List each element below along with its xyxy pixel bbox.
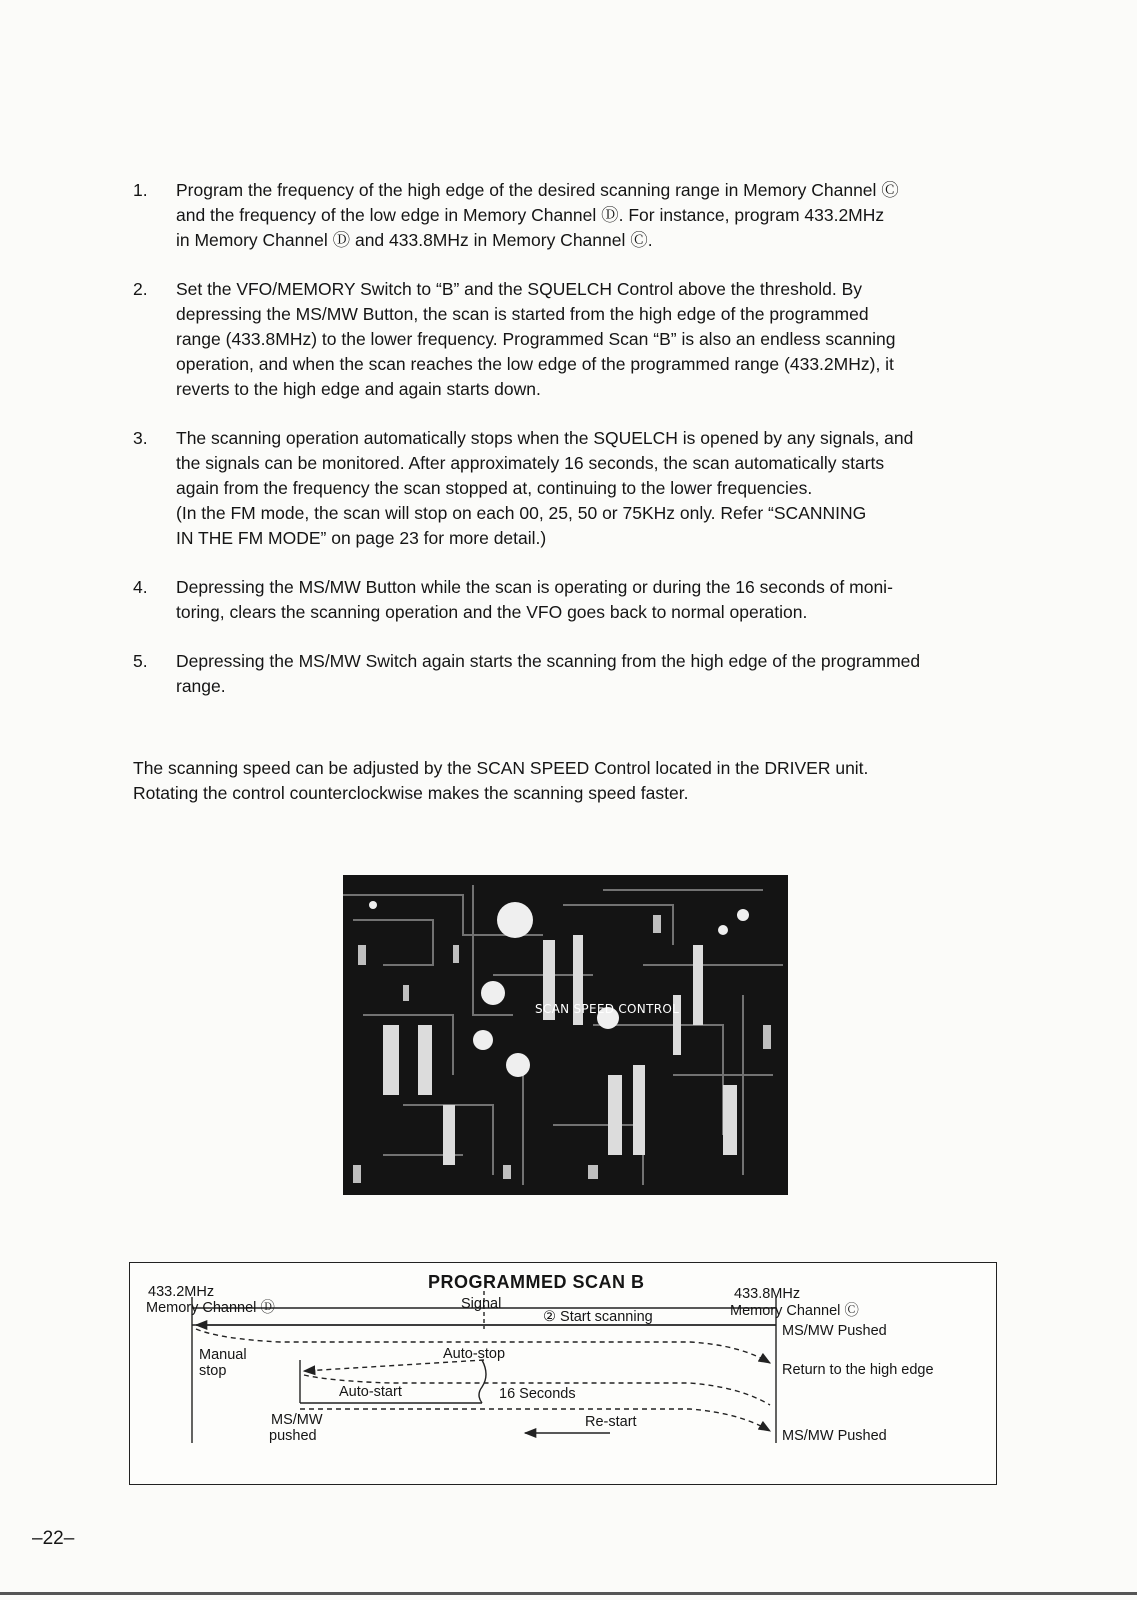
scan-speed-control-label: SCAN SPEED CONTROL — [535, 1002, 680, 1016]
step-text: Depressing the MS/MW Button while the scan is operating or during the 16 seconds of moni- — [176, 577, 893, 597]
sixteen-seconds-label: 16 Seconds — [499, 1386, 576, 1402]
step-text: IN THE FM MODE” on page 23 for more detail.) — [176, 528, 547, 548]
bottom-rule — [0, 1592, 1137, 1595]
step-text: range. — [176, 676, 226, 696]
step-3 — [133, 426, 1003, 551]
ms-mw-label: MS/MW — [271, 1412, 323, 1428]
start-scanning-label: ② Start scanning — [543, 1309, 653, 1325]
low-channel-label: Memory Channel Ⓓ — [146, 1300, 275, 1316]
step-text: Program the frequency of the high edge of the desired scanning range in Memory Channel Ⓒ — [176, 180, 899, 200]
step-4 — [133, 575, 1003, 625]
stop-label: stop — [199, 1363, 227, 1379]
closing-line: Rotating the control counterclockwise makes the scanning speed faster. — [133, 783, 689, 803]
step-1 — [133, 178, 1003, 253]
step-number: 5. — [133, 651, 148, 671]
step-number: 1. — [133, 180, 148, 200]
step-number: 3. — [133, 428, 148, 448]
step-number: 4. — [133, 577, 148, 597]
programmed-scan-diagram — [129, 1262, 997, 1485]
circuit-board-photo — [343, 875, 788, 1195]
step-text: The scanning operation automatically stops when the SQUELCH is opened by any signals, and — [176, 428, 914, 448]
step-text: the signals can be monitored. After approximately 16 seconds, the scan automatically starts — [176, 453, 885, 473]
step-text: Set the VFO/MEMORY Switch to “B” and the SQUELCH Control above the threshold. By — [176, 279, 863, 299]
closing-line: The scanning speed can be adjusted by the SCAN SPEED Control located in the DRIVER unit. — [133, 758, 869, 778]
signal-label: Signal — [461, 1296, 502, 1312]
step-text: range (433.8MHz) to the lower frequency. Programmed Scan “B” is also an endless scanning — [176, 329, 896, 349]
manual-label: Manual — [199, 1347, 247, 1363]
return-high-edge-label: Return to the high edge — [782, 1362, 934, 1378]
step-2 — [133, 277, 1003, 402]
diagram-title: PROGRAMMED SCAN B — [428, 1272, 645, 1292]
ms-mw-pushed-label-2: MS/MW Pushed — [782, 1428, 887, 1444]
auto-start-label: Auto-start — [339, 1384, 402, 1400]
circuit-board-image — [343, 875, 788, 1195]
ms-mw-pushed-label: MS/MW Pushed — [782, 1323, 887, 1339]
step-5 — [133, 649, 1003, 699]
high-channel-label: Memory Channel Ⓒ — [730, 1303, 859, 1319]
auto-stop-label: Auto-stop — [443, 1346, 506, 1362]
low-frequency-label: 433.2MHz — [148, 1284, 215, 1300]
step-text: (In the FM mode, the scan will stop on each 00, 25, 50 or 75KHz only. Refer “SCANNING — [176, 503, 867, 523]
step-number: 2. — [133, 279, 148, 299]
step-text: toring, clears the scanning operation and the VFO goes back to normal operation. — [176, 602, 808, 622]
step-text: depressing the MS/MW Button, the scan is started from the high edge of the programmed — [176, 304, 869, 324]
instruction-list — [133, 178, 1003, 723]
step-text: in Memory Channel Ⓓ and 433.8MHz in Memory Channel Ⓒ. — [176, 230, 653, 250]
step-text: again from the frequency the scan stopped at, continuing to the lower frequencies. — [176, 478, 813, 498]
step-text: reverts to the high edge and again starts down. — [176, 379, 541, 399]
page-number: –22– — [32, 1528, 75, 1549]
step-text: and the frequency of the low edge in Memory Channel Ⓓ. For instance, program 433.2MHz — [176, 205, 885, 225]
step-text: operation, and when the scan reaches the low edge of the programmed range (433.2MHz), it — [176, 354, 894, 374]
restart-label: Re-start — [585, 1414, 637, 1430]
closing-paragraph — [133, 756, 868, 806]
high-frequency-label: 433.8MHz — [734, 1286, 801, 1302]
pushed-label: pushed — [269, 1428, 317, 1444]
step-text: Depressing the MS/MW Switch again starts the scanning from the high edge of the programmed — [176, 651, 921, 671]
